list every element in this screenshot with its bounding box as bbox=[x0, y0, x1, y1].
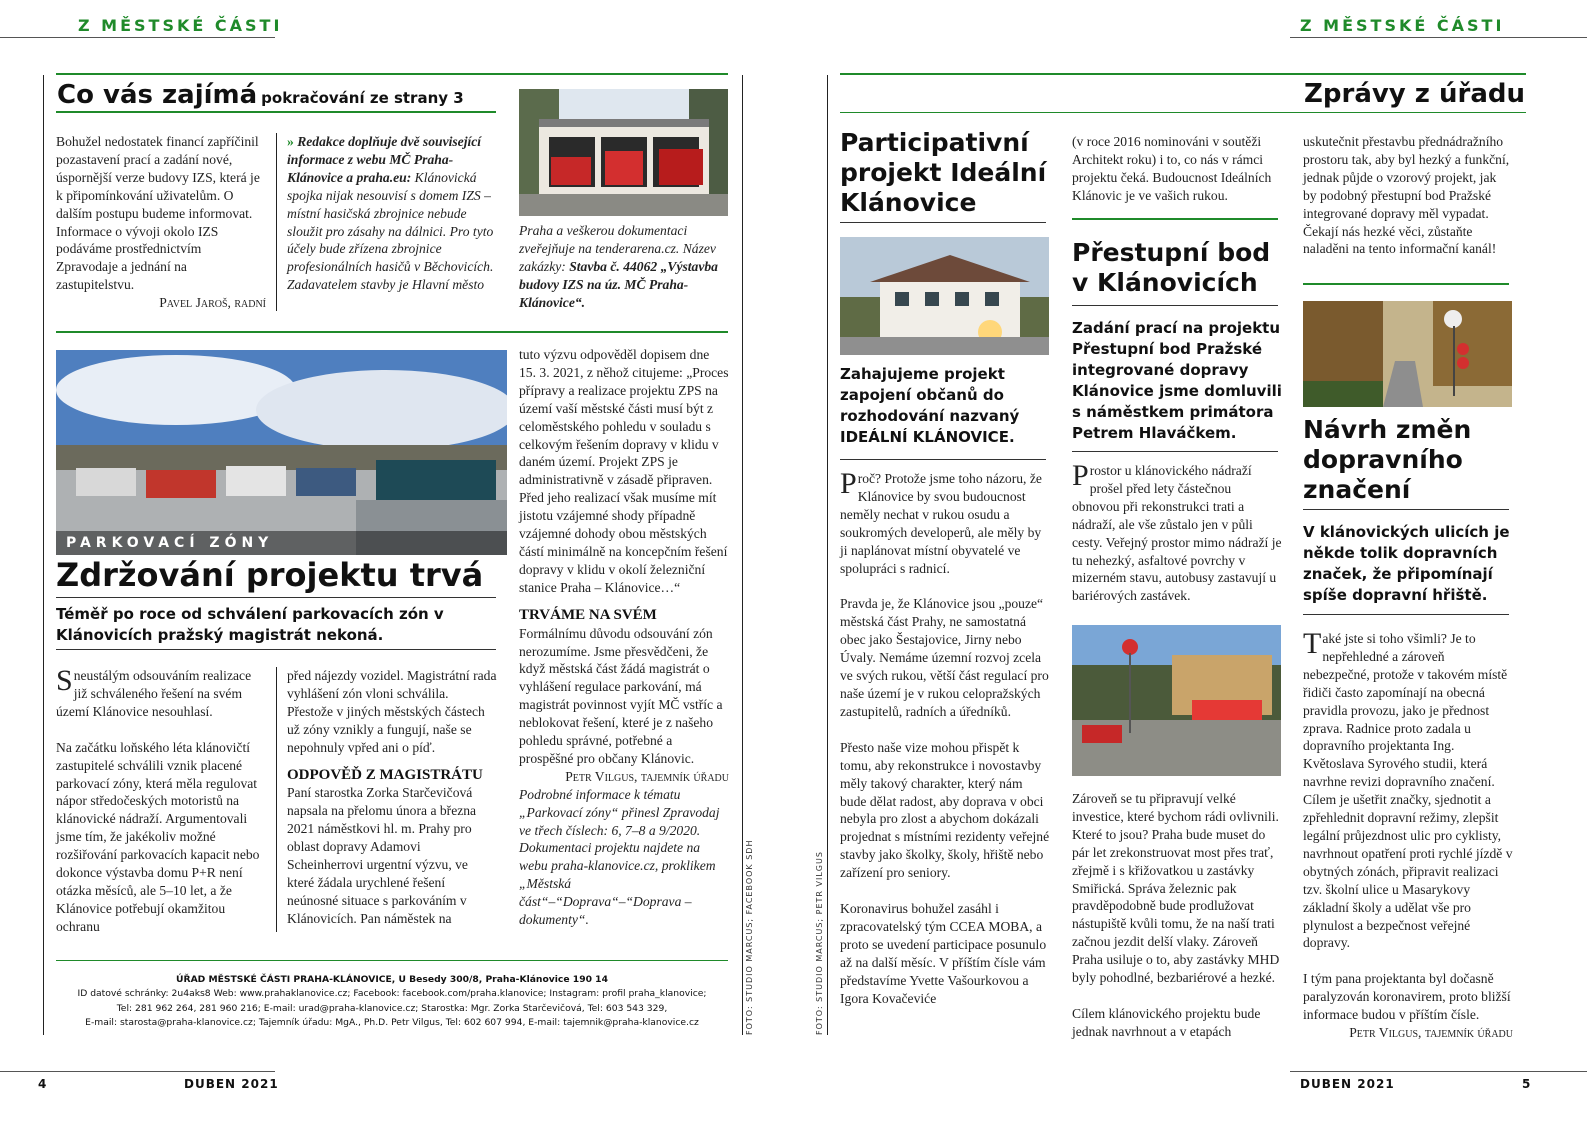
drop-cap: S bbox=[56, 664, 73, 697]
left-page-border bbox=[43, 75, 44, 1035]
article-quote: tuto výzvu odpověděl dopisem dne 15. 3. 2021, z něhož citujeme: „Proces přípravy a realizace projektu ZPS na území vaší městské části musí být z celoměstského pohledu v souladu s celkovým řešením dopravy v klidu v daném území. Projekt ZPS je administrativně v zásadě připraven. Před jeho realizací však musíme mít jistotu vzájemné shody případně vzájemné dohody obou městských částí minimálně na koncepčním řešení dopravy v klidu v okolí železniční stanice Praha – Klánovice…“ bbox=[519, 347, 729, 595]
lead-znaceni: V klánovických ulicích je někde tolik dopravních značek, že připomínají spíše dopravní hřiště. bbox=[1303, 523, 1510, 604]
lead-prestupni: Zadání prací na projektu Přestupní bod Pražské integrované dopravy Klánovice jsme domluvili s náměstkem primátora Petrem Hlaváčkem. bbox=[1072, 319, 1282, 442]
article-title-participativni: Participativní projekt Ideální Klánovice bbox=[840, 128, 1047, 217]
kicker: PARKOVACÍ ZÓNY bbox=[66, 535, 274, 551]
column-divider bbox=[276, 133, 277, 311]
headline-rule bbox=[56, 597, 496, 598]
subheading-trvame: TRVÁME NA SVÉM bbox=[519, 606, 657, 623]
article-separator bbox=[1072, 218, 1278, 220]
article-paragraph: Cílem klánovického projektu bude jednak navrhnout a v etapách bbox=[1072, 1005, 1261, 1039]
article-intro: aké jste si toho všimli? Je to nepřehledné a zároveň nebezpečné, protože v takovém místě řidiči často zapomínají na obecná pravidla provozu, jako je přednost zprava. Radnice proto zadala u dopravního projektanta Ing. Květoslava Syrového studii, která navrhne revizi dopravního značení. Cílem je ušetřit značky, sjednotit a zpřehlednit dopravní režimy, zlepšit legální průjezdnost ulic pro cyklisty, navrhnout opatření proti rychlé jízdě v obytných zónách, připravit realizaci tzv. školní ulice u Masarykovy základní školy a udělat vše pro plynulost a bezpečnost veřejné dopravy. bbox=[1303, 631, 1513, 951]
lead-rule bbox=[56, 649, 496, 650]
signature-vilgus: Petr Vilgus, tajemník úřadu bbox=[1349, 1025, 1513, 1041]
imprint-line: E-mail: starosta@praha-klanovice.cz; Tajemník úřadu: MgA., Ph.D. Petr Vilgus, Tel: 602 607 994, E-mail: tajemnik@praha-klanovice.cz bbox=[85, 1016, 699, 1028]
page-number-right: 5 bbox=[1522, 1077, 1532, 1091]
article-intro: neustálým odsouváním realizace již schváleného řešení na svém území Klánovice nesouhlasí. bbox=[56, 668, 252, 719]
article-intro: roč? Protože jsme toho názoru, že Klánovice by svou budoucnost neměly nechat v rukou osudu a soukromých developerů, ale měly by ji naplánovat místní obyvatelé ve spolupráci s radnicí. bbox=[840, 471, 1042, 576]
lead-rule bbox=[840, 459, 1046, 460]
column-divider bbox=[276, 667, 277, 932]
section-rule bbox=[56, 331, 728, 333]
reference-note: Podrobné informace k tématu „Parkovací zóny“ přinesl Zpravodaj ve třech číslech: 6, 7–8 a 9/2020. Dokumentaci projektu najdete na webu praha-klanovice.cz, proklikem „Městská část“–“Doprava“–“Doprava – dokumenty“. bbox=[519, 786, 720, 928]
izs-column-3 bbox=[519, 222, 729, 312]
article-paragraph: Přesto naše vize mohou přispět k tomu, aby rekonstrukce i novostavby měly takový charakter, který nám bude dělat radost, aby doprava v obci nebyla pro zlost a abychom dokázali projednat s místními rezidenty veřejné stavby jako školky, školy, hřiště nebo zařízení pro seniory. bbox=[840, 739, 1050, 881]
lead-rule bbox=[1072, 451, 1278, 452]
continuation-title: Co vás zajímá bbox=[57, 80, 258, 110]
subheading-magistrat: ODPOVĚĎ Z MAGISTRÁTU bbox=[287, 766, 483, 783]
article-column-3 bbox=[519, 346, 729, 929]
article-title-prestupni: Přestupní bod v Klánovicích bbox=[1072, 238, 1271, 297]
izs-column-2 bbox=[287, 133, 497, 294]
continuation-subtitle: pokračování ze strany 3 bbox=[261, 89, 464, 107]
imprint-line: ÚŘAD MĚSTSKÉ ČÁSTI PRAHA-KLÁNOVICE, U Besedy 300/8, Praha-Klánovice 190 14 bbox=[176, 974, 608, 985]
town-hall-photo bbox=[840, 237, 1049, 355]
photo-credit: FOTO: STUDIO MARCUS; FACEBOOK SDH bbox=[745, 839, 754, 1035]
drop-cap: T bbox=[1303, 627, 1322, 660]
article-column-prestupni-b bbox=[1072, 790, 1282, 1041]
photo-credit: FOTO: STUDIO MARCUS; PETR VILGUS bbox=[815, 851, 824, 1035]
top-rule bbox=[56, 73, 728, 75]
article-title-znaceni: Návrh změn dopravního značení bbox=[1303, 415, 1472, 504]
footer-rule-right bbox=[1290, 1071, 1587, 1072]
editor-note-text: Klánovická spojka nijak nesouvisí s domem IZS – místní hasičská zbrojnice nebude sloužit pro zásahy na dálnici. Pro tyto účely bude zřízena zbrojnice profesionálních hasičů v Běchovicích. Zadavatelem stavby je Hlavní město bbox=[287, 169, 494, 293]
section-header-right: Z MĚSTSKÉ ČÁSTI bbox=[1300, 16, 1505, 35]
issue-date-left: DUBEN 2021 bbox=[184, 1077, 279, 1091]
issue-date-right: DUBEN 2021 bbox=[1300, 1077, 1395, 1091]
lead: Téměř po roce od schválení parkovacích zón v Klánovicích pražský magistrát nekoná. bbox=[56, 605, 444, 644]
header-rule-left bbox=[0, 37, 275, 38]
tender-name: Stavba č. 44062 „Výstavba budovy IZS na úz. MČ Praha-Klánovice“. bbox=[519, 258, 718, 310]
imprint-line: Tel: 281 962 264, 281 960 216; E-mail: urad@praha-klanovice.cz; Starostka: Mgr. Zorka Starčevičová, Tel: 603 543 329, bbox=[116, 1002, 668, 1014]
headline: Zdržování projektu trvá bbox=[56, 556, 484, 594]
continuation-rule bbox=[56, 111, 496, 113]
article-paragraph: před nájezdy vozidel. Magistrátní rada vyhlášení zón vloni schválila. Přestože v jiných městských částech už zóny vznikly a fungují, naše se nepohnuly vpřed ani o píď. bbox=[287, 668, 497, 755]
footer-rule-left bbox=[0, 1071, 275, 1072]
article-paragraph: Koronavirus bohužel zasáhl i zpracovatelský tým CCEA MOBA, a proto se uvedení participace posunulo až na další měsíc. V příštím čísle vám představíme Yvette Vašourkovou a Igora Kovačeviće bbox=[840, 901, 1047, 1006]
article-paragraph: Zároveň se tu připravují velké investice, které bychom rádi ovlivnili. Které to jsou? Praha bude muset do pár let zrekonstruovat most přes trať, zřejmě i s křižovatkou u zastávky Smiřická. Správa železnic pak pravděpodobně bude prodlužovat nástupiště kvůli tomu, že na naší trati začnou jezdit delší vlaky. Zároveň Praha usiluje o to, aby zastávky MHD byly pohodlné, bezbariérové a hezké. bbox=[1072, 791, 1280, 986]
continuation-header bbox=[57, 80, 464, 110]
article-paragraph: Formálnímu důvodu odsouvání zón nerozumíme. Jsme přesvědčeni, že když městská část žádá magistrát o vyhlášení regulace parkování, má magistrát povinnost vyjít MČ vstříc a neblokovat řešení, které je z našeho pohledu správné, potřebné a prospěšné pro občany Klánovic. bbox=[519, 625, 723, 766]
title-rule bbox=[1303, 509, 1509, 510]
page-number-left: 4 bbox=[38, 1077, 48, 1091]
tender-text: Praha a veškerou dokumentaci zveřejňuje na tenderarena.cz. Název zakázky: bbox=[519, 223, 716, 274]
signature-vilgus: Petr Vilgus, tajemník úřadu bbox=[565, 768, 729, 784]
lead-participativni: Zahajujeme projekt zapojení občanů do rozhodování nazvaný IDEÁLNÍ KLÁNOVICE. bbox=[840, 365, 1020, 446]
article-separator bbox=[1303, 283, 1509, 285]
bus-stop-photo bbox=[1072, 625, 1281, 776]
imprint-line: ID datové schránky: 2u4aks8 Web: www.prahaklanovice.cz; Facebook: facebook.com/praha.klanovice; Instagram: profil praha_klanovice; bbox=[77, 988, 707, 1000]
imprint-rule bbox=[56, 960, 728, 961]
participativni-continuation: (v roce 2016 nominováni v soutěži Architekt roku) i to, co nás v rámci projektu čeká. Budoucnost Ideálních Klánovic je ve vašich rukou. bbox=[1072, 134, 1272, 203]
article-paragraph: Paní starostka Zorka Starčevičová napsala na přelomu února a března 2021 náměstkovi hl. m. Prahy pro oblast dopravy Adamovi Scheinherrovi urgentní výzvu, ve které žádala urychlené řešení neúnosné situace s parkováním v Klánovicích. Pan náměstek na bbox=[287, 785, 477, 926]
drop-cap: P bbox=[1072, 459, 1089, 492]
left-page-border-right bbox=[742, 75, 743, 1035]
section-header-left: Z MĚSTSKÉ ČÁSTI bbox=[78, 16, 283, 35]
fire-station-photo bbox=[519, 89, 728, 216]
chevron-icon: » bbox=[287, 134, 294, 149]
right-page-border bbox=[827, 75, 828, 1035]
header-rule-right bbox=[1290, 37, 1587, 38]
article-paragraph: Pravda je, že Klánovice jsou „pouze“ městská část Prahy, ne samostatná obec jako Šestajovice, Jirny nebo Úvaly. Nemáme územní rozvoj zcela ve svých rukou, větší část regulací pro naše území je v rukou celopražských zastupitelů, radních a úředníků. bbox=[840, 596, 1049, 719]
drop-cap: P bbox=[840, 467, 857, 500]
top-rule bbox=[840, 73, 1526, 75]
article-column-2 bbox=[287, 667, 497, 928]
street-signs-photo bbox=[1303, 301, 1512, 407]
prestupni-continuation: uskutečnit přestavbu přednádražního prostoru tak, aby byl hezký a funkční, jednak půjde o vzorový projekt, jak by podobný přestupní bod Pražské integrované dopravy měl vypadat. Čekají nás hezké věci, zůstaňte naladěni na tento informační kanál! bbox=[1303, 134, 1510, 257]
article-intro: rostor u klánovického nádraží prošel před lety částečnou obnovou při rekonstrukci trati a nádraží, ale vše zůstalo jen v půli cesty. Veřejný prostor mimo nádraží je tu nehezký, asfaltové povrchy v mizerném stavu, autobusy zastavují u bariérových zastávek. bbox=[1072, 463, 1282, 604]
article-column-znaceni bbox=[1303, 627, 1513, 1042]
parking-lot-photo bbox=[56, 350, 507, 555]
signature-jaros: Pavel Jaroš, radní bbox=[159, 295, 266, 311]
article-column-1 bbox=[56, 664, 266, 936]
article-paragraph: Na začátku loňského léta klánovičtí zastupitelé schválili vznik placené parkovací zóny, která měla regulovat nápor středočeských motoristů na klánovické nádraží. Argumentovali jsme tím, že jakékoliv možné rozšiřování parkovacích kapacit nebo dokonce výstavba domu P+R není otázka měsíců, ale 5–10 let, a že Klánovice potřebují okamžitou ochranu bbox=[56, 739, 260, 934]
article-paragraph: I tým pana projektanta byl dočasně paralyzován koronavirem, proto bližší informace budou v příštím čísle. bbox=[1303, 971, 1511, 1023]
imprint bbox=[56, 973, 728, 1030]
izs-column-1 bbox=[56, 133, 266, 312]
lead-rule bbox=[1303, 614, 1509, 615]
title-rule bbox=[840, 222, 1046, 223]
article-column-prestupni-a bbox=[1072, 459, 1282, 605]
section-title: Zprávy z úřadu bbox=[1304, 79, 1525, 109]
editor-note-bold: Redakce doplňuje dvě související informace z webu MČ Praha-Klánovice a praha.eu: bbox=[287, 134, 482, 185]
article-column-participativni bbox=[840, 467, 1050, 1007]
section-title-rule bbox=[840, 112, 1526, 113]
izs-text: Bohužel nedostatek financí zapříčinil pozastavení prací a zadání nové, úspornější verze budovy IZS, která je k připomínkování uživatelům. O dalším postupu budeme informovat. Informace o vývoji okolo IZS podáváme prostřednictvím Zpravodaje a jednání na zastupitelstvu. bbox=[56, 134, 260, 293]
title-rule bbox=[1072, 305, 1278, 306]
